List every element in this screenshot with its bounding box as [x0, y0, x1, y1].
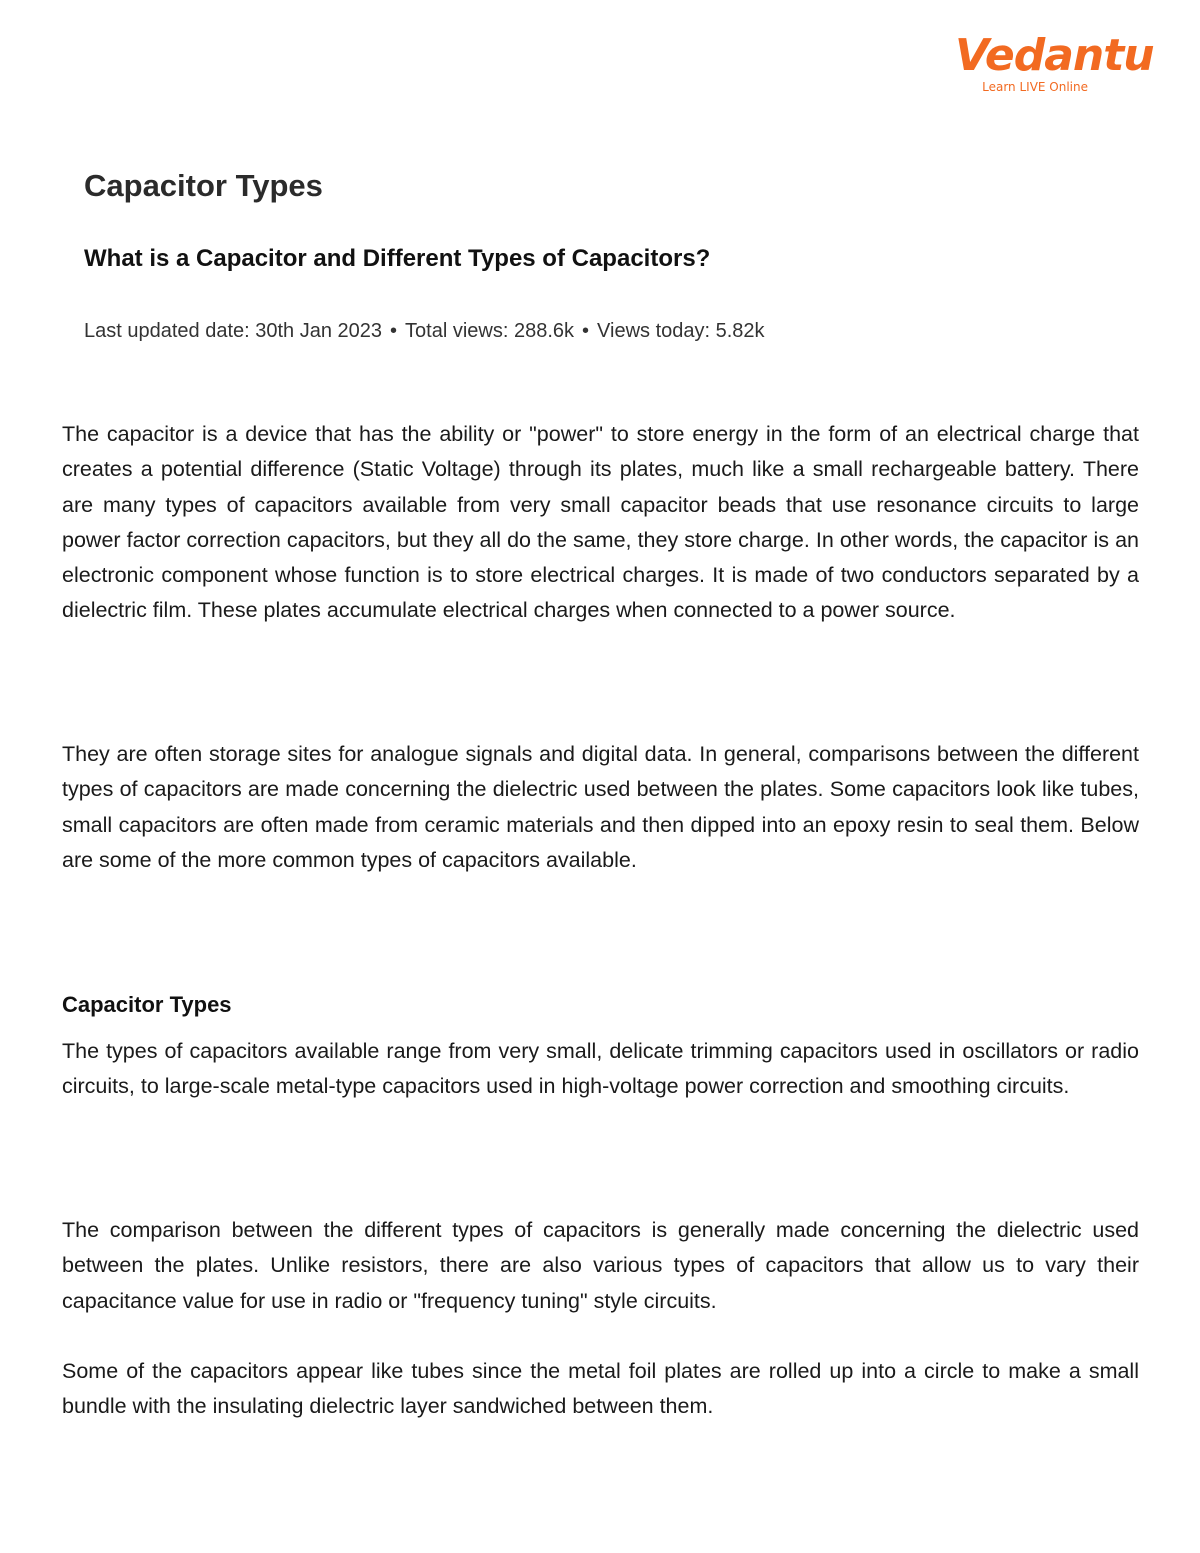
meta-separator: • [390, 320, 398, 342]
page-subtitle: What is a Capacitor and Different Types of Capacitors? [84, 245, 711, 272]
total-views: Total views: 288.6k [405, 320, 575, 342]
section-paragraph-1: The types of capacitors available range from very small, delicate trimming capacitors used in oscillators or radio circuits, to large-scale metal-type capacitors used in high-voltage power correction and smoothing circuits. [62, 1039, 1139, 1099]
section-paragraph-2: The comparison between the different types of capacitors is generally made concerning the dielectric used between the plates. Unlike resistors, there are also various types of capacitors that allow us to vary their capacitance value for use in radio or "frequency tuning" style circuits. [62, 1218, 1139, 1313]
intro-paragraph-2: They are often storage sites for analogue signals and digital data. In general, comparisons between the different types of capacitors are made concerning the dielectric used between the plates. Some capacitors look like tubes, small capacitors are often made from ceramic materials and then dipped into an epoxy resin to seal them. Below are some of the more common types of capacitors available. [62, 742, 1139, 872]
section-heading: Capacitor Types [62, 992, 232, 1017]
section-paragraph-3: Some of the capacitors appear like tubes since the metal foil plates are rolled up into a circle to make a small bundle with the insulating dielectric layer sandwiched between them. [62, 1359, 1139, 1419]
meta-separator: • [582, 320, 590, 342]
last-updated-date: Last updated date: 30th Jan 2023 [84, 320, 383, 342]
intro-paragraph-1: The capacitor is a device that has the ability or "power" to store energy in the form of an electrical charge that creates a potential difference (Static Voltage) through its plates, much like a small rechargeable battery. There are many types of capacitors available from very small capacitor beads that use resonance circuits to large power factor correction capacitors, but they all do the same, they store charge. In other words, the capacitor is an electronic component whose function is to store electrical charges. It is made of two conductors separated by a dielectric film. These plates accumulate electrical charges when connected to a power source. [62, 422, 1139, 623]
article-meta [84, 320, 765, 343]
logo-tagline: Learn LIVE Online [982, 80, 1088, 94]
vedantu-logo [955, 30, 1154, 94]
logo-wordmark: Vedantu [955, 30, 1154, 81]
page-title: Capacitor Types [84, 168, 323, 203]
views-today: Views today: 5.82k [597, 320, 765, 342]
